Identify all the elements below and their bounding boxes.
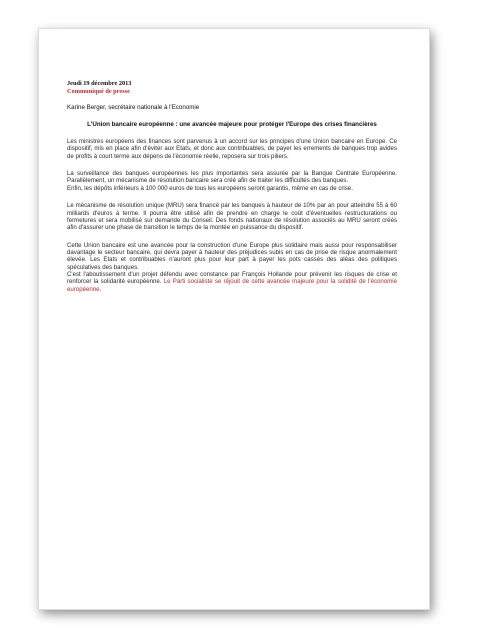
paragraph-closing-red: Le Parti socialiste se réjouit de cette avancée majeure pour la solidité de l'économie européenne. [67, 278, 397, 293]
paragraph-hollande-text: C'est l'aboutissement d'un projet défendu avec constance par François Hollande pour prévenir les risques de crise et renforcer la solidarité européenne. [67, 270, 397, 286]
paragraph-mru: Le mécanisme de résolution unique (MRU) sera financé par les banques à hauteur de 10% par an pour atteindre 55 à 60 milliards d'euros à terme. Il pourra être utilisé afin de prendre en charge le coût d'éventuelles restructurations ou fermetures et sera mobilisé sur demande du Conseil. Des fonds nationaux de résolution associés au MRU seront créés afin d'assurer une phase de transition le temps de la montée en puissance du dispositif. [67, 202, 397, 232]
press-date: Jeudi 19 décembre 2013 [67, 80, 132, 87]
paragraph-union-text: Cette Union bancaire est une avancée pour la construction d'une Europe plus solidaire mais aussi pour responsabiliser davantage le secteur bancaire, qui devra payer à hauteur des préjudices subis en cas de prise de risque anormalement élevée. Les Etats et contribuables n'auront plus pour leur part à payer les pots cassés des aléas des politiques spéculatives des banques. [67, 241, 397, 271]
press-headline: L'Union bancaire européenne : une avancée majeure pour protéger l'Europe des crises financières [87, 120, 377, 128]
paragraph-union [67, 242, 397, 293]
document-page [38, 28, 430, 610]
paragraph-intro: Les ministres européens des finances sont parvenus à un accord sur les principes d'une Union bancaire en Europe. Ce dispositif, mis en place afin d'éviter aux Etats, et donc aux contribuables, de payer les errements de banques trop avides de profits à court terme aux dépens de l'économie réelle, reposera sur trois piliers. [67, 138, 397, 160]
paragraph-deposits-text: Enfin, les dépôts inférieurs à 100 000 euros de tous les européens seront garantis, même en cas de crise. [67, 184, 353, 192]
paragraph-supervision [67, 170, 397, 192]
paragraph-supervision-text: La surveillance des banques européennes les plus importantes sera assurée par la Banque Centrale Européenne. Parallèlement, un mécanisme de résolution bancaire sera créé afin de traiter les difficultés des banques. [67, 170, 397, 185]
press-kind: Communiqué de presse [67, 87, 130, 95]
press-author: Karine Berger, secrétaire nationale à l'Economie [67, 104, 200, 111]
document-content [67, 80, 397, 293]
